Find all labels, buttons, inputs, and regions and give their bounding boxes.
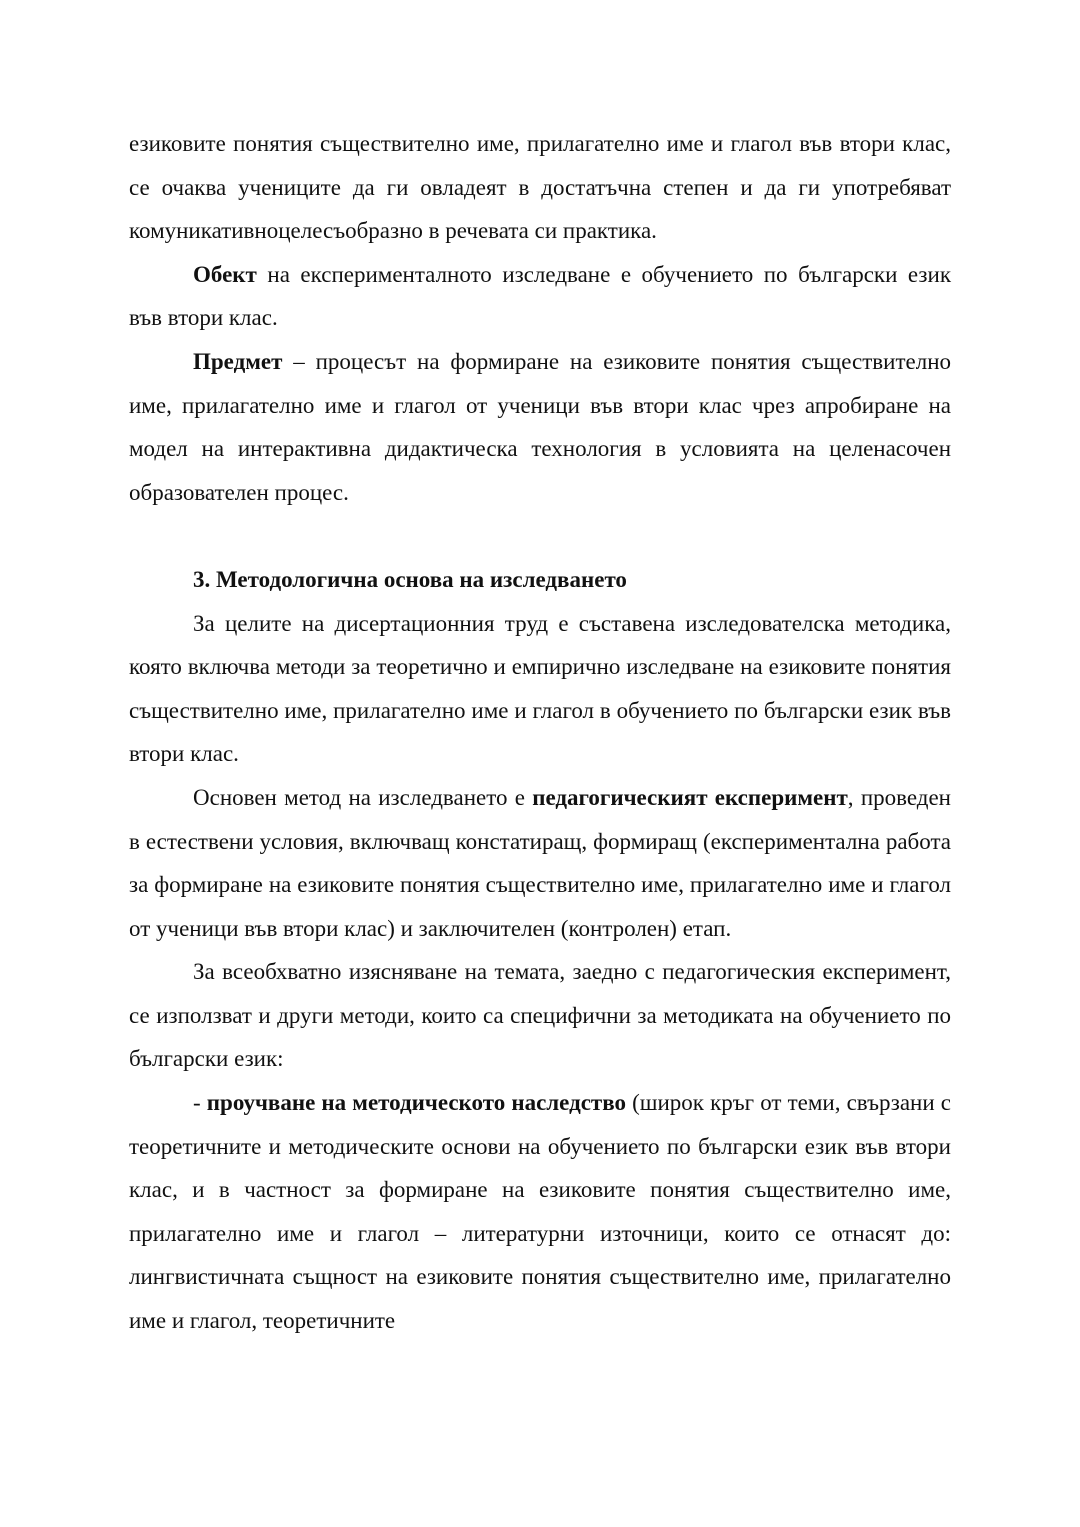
paragraph-main-method-text-b: , проведен в естествени условия, включващ констатиращ, формиращ (експериментална работа за формиране на езиковите понятия съществително име, прилагателно име и глагол от ученици във втори клас) и заключителен (контролен) етап. [129,784,951,941]
paragraph-method-list-item-text: (широк кръг от теми, свързани с теоретичните и методическите основи на обучението по български език във втори клас, и в частност за формиране на езиковите понятия съществително име, прилагателно име и глагол – литературни източници, които се отнасят до: лингвистичната същност на езиковите понятия съществително име, прилагателно име и глагол, теоретичните [129,1090,951,1334]
paragraph-method-list-item [129,1081,951,1343]
paragraph-other-methods: За всеобхватно изясняване на темата, заедно с педагогическия експеримент, се използват и други методи, които са специфични за методиката на обучението по български език: [129,959,951,1072]
term-object: Обект [193,261,257,287]
paragraph-methodology: За целите на дисертационния труд е съставена изследователска методика, която включва методи за теоретично и емпирично изследване на езиковите понятия съществително име, прилагателно име и глагол в обучението по български език във втори клас. [129,610,951,767]
paragraph-continuation: езиковите понятия съществително име, прилагателно име и глагол във втори клас, се очаква учениците да ги овладеят в достатъчна степен и да ги употребяват комуникативноцелесъобразно в речевата си практика. [129,131,951,244]
term-subject: Предмет [193,348,283,374]
document-body [129,122,951,1343]
paragraph-main-method [129,776,951,950]
section-heading: 3. Методологична основа на изследването [193,566,627,592]
paragraph-subject [129,340,951,514]
paragraph-object [129,253,951,340]
paragraph-object-text: на експерименталното изследване е обучението по български език във втори клас. [129,261,951,331]
term-methodical-heritage: проучване на методическото наследство [206,1090,626,1116]
paragraph-main-method-text-a: Основен метод на изследването е [193,784,533,810]
paragraph-subject-text: – процесът на формиране на езиковите понятия съществително име, прилагателно име и глагол от ученици във втори клас чрез апробиране на модел на интерактивна дидактическа технология в условията на целенасочен образователен процес. [129,348,951,505]
term-pedagogical-experiment: педагогическият експеримент [532,784,848,810]
list-dash: - [193,1090,207,1116]
